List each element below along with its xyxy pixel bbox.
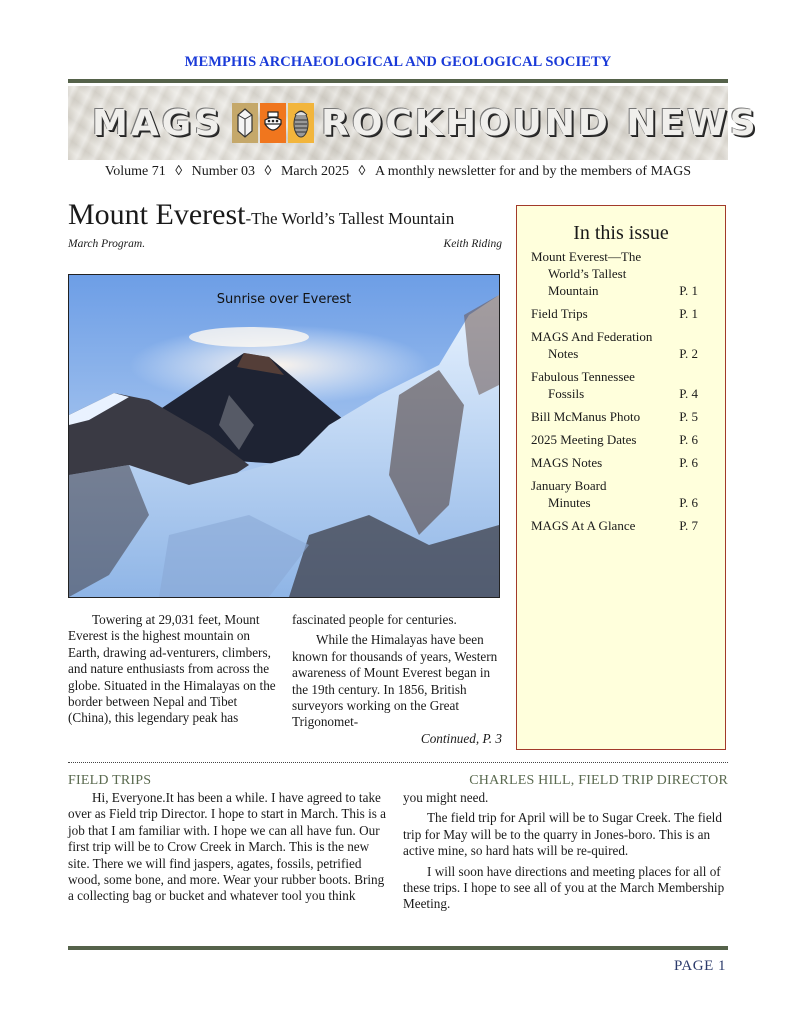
pottery-icon bbox=[260, 103, 286, 143]
field-trips-paragraph: I will soon have directions and meeting places for all of these trips. I hope to see all of you at the March Membership Meeting. bbox=[403, 863, 725, 912]
field-trips-paragraph: The field trip for April will be to Sugar Creek. The field trip for May will be to the quarry in Jones-boro. This is an active mine, so hard hats will be re-quired. bbox=[403, 810, 722, 859]
continued-link[interactable]: Continued, P. 3 bbox=[420, 730, 502, 746]
issue-date: March 2025 bbox=[280, 164, 350, 179]
article-paragraph: fascinated people for centuries. bbox=[292, 612, 457, 627]
everest-photo bbox=[68, 274, 500, 598]
toc-item[interactable] bbox=[531, 305, 716, 322]
in-this-issue-box bbox=[516, 205, 726, 750]
section-divider bbox=[68, 762, 728, 763]
article-kicker: March Program. bbox=[68, 238, 146, 250]
toc-item-label: MAGS Notes bbox=[531, 455, 603, 470]
field-trips-paragraph: you might need. bbox=[403, 790, 489, 805]
volume: Volume 71 bbox=[104, 164, 166, 179]
article-title-main: Mount Everest bbox=[68, 198, 246, 231]
toc-item-label: Notes bbox=[548, 346, 579, 361]
everest-photo-image bbox=[69, 275, 499, 597]
toc-list bbox=[531, 248, 716, 540]
article-column-1 bbox=[68, 612, 278, 727]
toc-item[interactable] bbox=[531, 477, 716, 511]
toc-item-page: P. 1 bbox=[679, 283, 698, 298]
toc-item[interactable] bbox=[531, 431, 716, 448]
toc-item-label: Fabulous Tennessee bbox=[531, 369, 635, 384]
article-column-2 bbox=[292, 612, 502, 747]
masthead-right: ROCKHOUND NEWS bbox=[321, 102, 759, 144]
toc-item-label: 2025 Meeting Dates bbox=[531, 432, 637, 447]
toc-item-label: Mountain bbox=[548, 283, 599, 298]
separator: ◊ bbox=[175, 164, 183, 179]
article-paragraph: While the Himalayas have been known for thousands of years, Western awareness of Mount Everest began in the 19th century. In 1856, British surveyors working on the Great Trigonomet- bbox=[292, 632, 498, 730]
toc-item-label: MAGS At A Glance bbox=[531, 518, 636, 533]
article-author: Keith Riding bbox=[443, 238, 502, 250]
separator: ◊ bbox=[264, 164, 272, 179]
toc-item-page: P. 1 bbox=[679, 306, 698, 321]
toc-item-page: P. 2 bbox=[679, 346, 698, 361]
bottom-rule bbox=[68, 946, 728, 950]
masthead-icons bbox=[231, 103, 315, 143]
society-name: MEMPHIS ARCHAEOLOGICAL AND GEOLOGICAL SOCIETY bbox=[184, 54, 612, 70]
toc-item-label: Fossils bbox=[548, 386, 585, 401]
toc-item-page: P. 6 bbox=[679, 455, 698, 470]
toc-item-label: MAGS And Federation bbox=[531, 329, 653, 344]
toc-item[interactable] bbox=[531, 454, 716, 471]
issue-line bbox=[68, 164, 728, 180]
photo-caption: Sunrise over Everest bbox=[216, 292, 352, 307]
section-author: CHARLES HILL, FIELD TRIP DIRECTOR bbox=[469, 773, 728, 788]
field-trips-paragraph: Hi, Everyone.It has been a while. I have agreed to take over as Field trip Director. I hope to start in March. This is a job that I am familiar with. I hope we can all have fun. Our first trip will be to Crow Creek in March. This is the new site. There we will find jaspers, agates, fossils, petrified wood, some bone, and more. Wear your rubber boots. Bring a collecting bag or bucket and whatever tool you think bbox=[68, 790, 387, 904]
article-paragraph: Towering at 29,031 feet, Mount Everest is the highest mountain on Earth, drawing ad-venturers, climbers, and nature enthusiasts from across the globe. Situated in the Himalayas on the border between Nepal and Tibet (China), this legendary peak has bbox=[68, 612, 276, 726]
toc-item-label: World’s Tallest bbox=[548, 266, 627, 281]
toc-item-page: P. 4 bbox=[679, 386, 698, 401]
field-trips-column-2 bbox=[403, 790, 728, 913]
trilobite-icon bbox=[288, 103, 314, 143]
sidebar-heading: In this issue bbox=[573, 222, 669, 244]
toc-item[interactable] bbox=[531, 408, 716, 425]
section-heading: FIELD TRIPS bbox=[68, 773, 152, 788]
number: Number 03 bbox=[191, 164, 256, 179]
toc-item[interactable] bbox=[531, 517, 716, 534]
toc-item-label: January Board bbox=[531, 478, 607, 493]
top-rule bbox=[68, 79, 728, 83]
toc-item-page: P. 6 bbox=[679, 495, 698, 510]
toc-item-page: P. 6 bbox=[679, 432, 698, 447]
toc-item-label: Field Trips bbox=[531, 306, 588, 321]
toc-item-page: P. 7 bbox=[679, 518, 698, 533]
toc-item-label: Mount Everest—The bbox=[531, 249, 642, 264]
crystal-icon bbox=[232, 103, 258, 143]
masthead-left: MAGS bbox=[92, 102, 224, 144]
masthead-banner bbox=[68, 86, 759, 160]
toc-item[interactable] bbox=[531, 328, 716, 362]
toc-item-label: Bill McManus Photo bbox=[531, 409, 641, 424]
toc-item-page: P. 5 bbox=[679, 409, 698, 424]
toc-item-label: Minutes bbox=[548, 495, 591, 510]
toc-item[interactable] bbox=[531, 368, 716, 402]
tagline: A monthly newsletter for and by the members of MAGS bbox=[374, 164, 692, 179]
separator: ◊ bbox=[358, 164, 366, 179]
page-number: PAGE 1 bbox=[673, 958, 726, 974]
article-title bbox=[68, 198, 454, 236]
field-trips-column-1 bbox=[68, 790, 393, 905]
masthead-title bbox=[92, 100, 759, 146]
article-subtitle: -The World’s Tallest Mountain bbox=[245, 209, 455, 228]
toc-item[interactable] bbox=[531, 248, 716, 299]
